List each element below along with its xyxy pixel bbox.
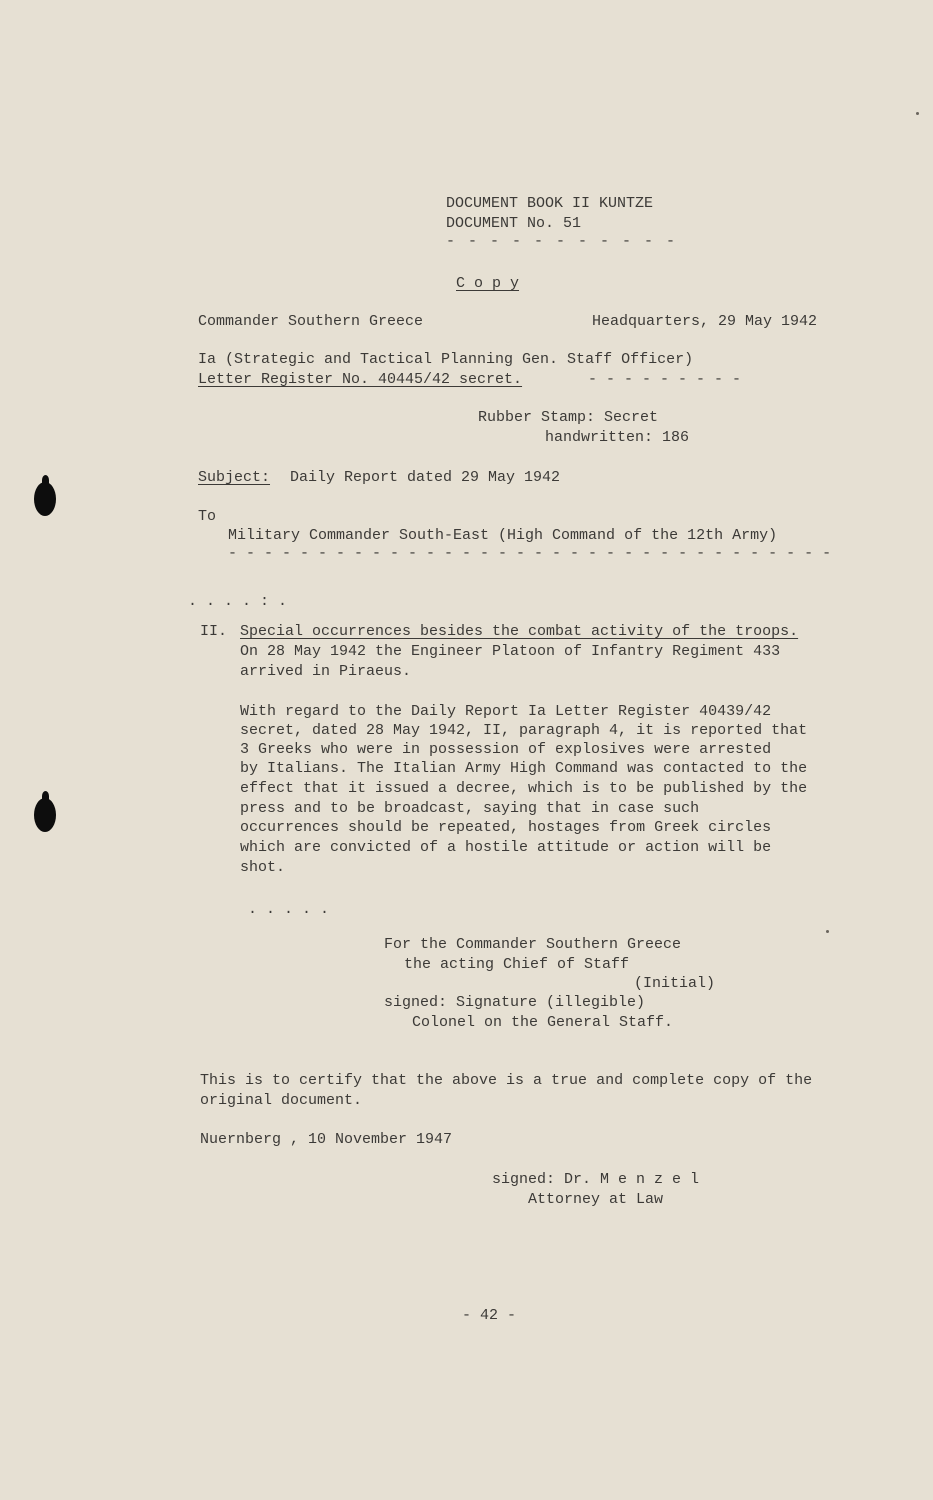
office-line: Ia (Strategic and Tactical Planning Gen. Staff Officer) <box>198 351 694 368</box>
section-numeral: II. <box>200 623 228 640</box>
place-and-date: Nuernberg , 10 November 1947 <box>200 1131 453 1148</box>
certification-line: This is to certify that the above is a true and complete copy of the <box>200 1072 813 1089</box>
certification-line: original document. <box>200 1092 363 1109</box>
ellipsis-omission: . . . . . <box>248 901 330 918</box>
punch-hole-bottom <box>34 798 56 832</box>
ellipsis-omission: . . . . : . <box>188 593 288 610</box>
attorney-signed: signed: Dr. M e n z e l <box>492 1171 700 1188</box>
body-line: shot. <box>240 859 286 876</box>
copy-label: C o p y <box>456 275 520 292</box>
headquarters-date: Headquarters, 29 May 1942 <box>592 313 818 330</box>
attorney-title: Attorney at Law <box>528 1191 664 1208</box>
body-line: press and to be broadcast, saying that in case such <box>240 800 700 817</box>
body-line: by Italians. The Italian Army High Command was contacted to the <box>240 760 808 777</box>
body-line: effect that it issued a decree, which is to be published by the <box>240 780 808 797</box>
signature-block-line: Colonel on the General Staff. <box>412 1014 674 1031</box>
document-number: DOCUMENT No. 51 <box>446 215 582 232</box>
punch-hole-top <box>34 482 56 516</box>
recipient-rule: - - - - - - - - - - - - - - - - - - - - - - - - - - - - - - - - - - <box>228 545 832 562</box>
body-line: occurrences should be repeated, hostages from Greek circles <box>240 819 772 836</box>
signature-block-line: the acting Chief of Staff <box>404 956 630 973</box>
signature-initial: (Initial) <box>634 975 716 992</box>
subject-text: Daily Report dated 29 May 1942 <box>290 469 561 486</box>
body-line: which are convicted of a hostile attitude or action will be <box>240 839 772 856</box>
page-number: - 42 - <box>462 1307 517 1324</box>
document-book-title: DOCUMENT BOOK II KUNTZE <box>446 195 654 212</box>
letter-register: Letter Register No. 40445/42 secret. <box>198 371 523 388</box>
signature-block-line: signed: Signature (illegible) <box>384 994 646 1011</box>
recipient-name: Military Commander South-East (High Command of the 12th Army) <box>228 527 778 544</box>
body-line: arrived in Piraeus. <box>240 663 412 680</box>
handwritten-note: handwritten: 186 <box>545 429 690 446</box>
to-label: To <box>198 508 217 525</box>
header-rule: - - - - - - - - - - - <box>446 233 678 250</box>
paper-speck <box>826 930 829 933</box>
body-line: secret, dated 28 May 1942, II, paragraph 4, it is reported that <box>240 722 808 739</box>
rubber-stamp-note: Rubber Stamp: Secret <box>478 409 659 426</box>
paper-speck <box>916 112 919 115</box>
subject-label: Subject: <box>198 469 271 486</box>
register-rule: - - - - - - - - - <box>588 371 742 388</box>
body-line: 3 Greeks who were in possession of explosives were arrested <box>240 741 772 758</box>
section-heading: Special occurrences besides the combat activity of the troops. <box>240 623 799 640</box>
sender-name: Commander Southern Greece <box>198 313 424 330</box>
body-line: With regard to the Daily Report Ia Letter Register 40439/42 <box>240 703 772 720</box>
body-line: On 28 May 1942 the Engineer Platoon of Infantry Regiment 433 <box>240 643 781 660</box>
signature-block-line: For the Commander Southern Greece <box>384 936 682 953</box>
